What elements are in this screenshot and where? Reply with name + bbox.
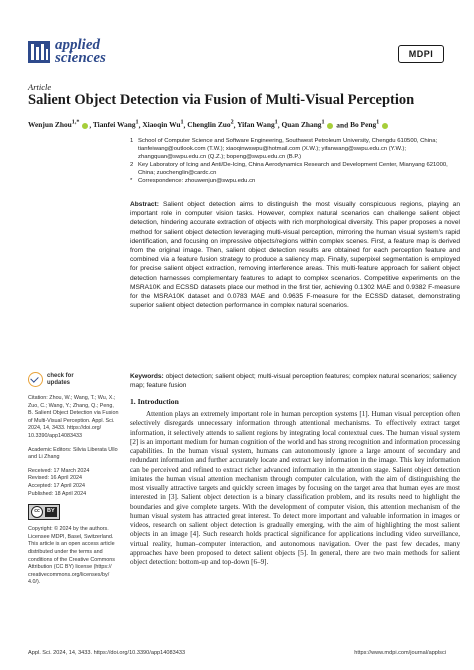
author[interactable]: Yifan Wang$^1$	[237, 120, 278, 130]
check-for-updates-button[interactable]: check for updates	[28, 372, 120, 387]
author[interactable]: Tianfei Wang$^1$	[92, 120, 139, 130]
journal-logo-icon	[28, 41, 50, 63]
article-title: Salient Object Detection via Fusion of Multi-Visual Perception	[28, 92, 415, 108]
article-type: Article	[28, 82, 52, 92]
dates	[28, 468, 120, 498]
keywords-label: Keywords:	[130, 373, 164, 380]
academic-editors: Academic Editors: Silvia Liberata Ullo and Li Zhang	[28, 446, 118, 461]
sidebar	[28, 372, 120, 593]
journal-logo[interactable]	[28, 39, 106, 65]
page-footer	[28, 650, 446, 656]
abstract-label: Abstract:	[130, 201, 159, 208]
orcid-icon[interactable]	[382, 123, 388, 129]
affiliation: 1 School of Computer Science and Software Engineering, Southwest Petroleum University, Chengdu 610500, China; tianfeiwang@outlook.com (T.W.); xiaoqinwswpu@hotmail.com (X.W.); yifanwang@swpu.edu.cn (Y.W.); zhangquan@swpu.edu.cn (Q.Z.); bopeng@swpu.edu.cn (B.P.)	[130, 138, 438, 160]
journal-name-line1: applied	[55, 37, 100, 53]
citation: Citation: Zhou, W.; Wang, T.; Wu, X.; Zuo, C.; Wang, Y.; Zhang, Q.; Peng, B. Salient Object Detection via Fusion of Multi-Visual Perception. Appl. Sci. 2024, 14, 3433. https://doi.org/ 10.3390/app14083433	[28, 395, 119, 439]
keywords-text: object detection; salient object; multi-visual perception features; complex natural scenarios; saliency map; feature fusion	[130, 373, 457, 390]
abstract-text: Salient object detection aims to distinguish the most visually conspicuous regions, playing an important role in computer vision tasks. However, complex natural scenarios can challenge salient object detection, hindering accurate extraction of objects with rich morphological diversity. This paper proposes a novel method for salient object detection leveraging multi-visual perception, mirroring the human visual system's rapid identification, and focusing on impressive objects/regions within complex scenes. First, a feature map is derived from the original image. Then, salient object detection results are obtained for each perception feature and combined via a feature fusion strategy to produce a saliency map. Finally, superpixel segmentation is employed for precise salient object extraction, removing interference areas. This multi-feature approach for salient object detection harnesses complementary features to adapt to complex scenarios. Competitive experiments on the MSRA10K and ECSSD datasets place our method in the first tier, achieving 0.1302 MAE and 0.9382 F-measure for the MSRA10K dataset and 0.0783 MAE and 0.9635 F-measure for the ECSSD dataset, demonstrating superior salient object detection performance in complex natural scenarios.	[130, 201, 460, 310]
published-date: Published: 18 April 2024	[28, 490, 87, 497]
cc-icon: cc	[31, 506, 43, 518]
accepted-date: Accepted: 17 April 2024	[28, 482, 85, 489]
orcid-icon[interactable]	[82, 123, 88, 129]
footer-journal-link[interactable]: https://www.mdpi.com/journal/applsci	[354, 650, 446, 656]
copyright: Copyright: © 2024 by the authors. Licensee MDPI, Basel, Switzerland. This article is an open access article distributed under the terms and conditions of the Creative Commons Attribution (CC BY) license (https:// creativecommons.org/licenses/by/ 4.0/).	[28, 526, 115, 586]
affiliations	[130, 137, 460, 185]
orcid-icon[interactable]	[327, 123, 333, 129]
author[interactable]: Xiaoqin Wu$^1$	[142, 120, 184, 130]
author[interactable]: Bo Peng$^1$	[350, 120, 380, 130]
abstract	[130, 200, 460, 310]
journal-name-line2: sciences	[55, 50, 106, 66]
author-list: Wenjun Zhou$^{1,*}$ , Tianfei Wang$^1$, Xiaoqin Wu$^1$, Chenglin Zuo$^2$, Yifan Wang$^1$, Quan Zhang$^1$ and Bo Peng$^1$	[28, 118, 458, 130]
received-date: Received: 17 March 2024	[28, 467, 90, 474]
introduction-text: Attention plays an extremely important role in human perception systems [1]. Human visual perception often selectively disregards unnecessary information through attentional mechanisms. To effectively extract target information, it selectively attends to salient regions by integrating local contextual cues. The human visual system [2] is an important medium for human cognition of the world and has strong recognition and information processing capabilities. In the human visual system, humans can autonomously ignore a large amount of secondary and redundant information and further accurately locate and extract key information in the image. This key information can be perceived and refined to extract richer advanced information in the attention stage. Salient object detection imitates the human visual attention mechanism through computer calculation, with the aim of distinguishing the most visually attractive targets and quickly screen images by focusing on the target area that human eyes are most interested in [3]. Salient object detection is a binary classification problem, and its results need to highlight the boundaries and give complete targets. With the development of computer vision, this attention mechanism of the human visual system has attracted great interest. To detect more important and valuable information in images or videos, research on salient object detection is gradually emerging, with the aim of highlighting the most salient objects in an image [4]. Such research holds practical significance for applications including video surveillance, virtual reality, human–computer interaction, and autonomous navigation. Over the past few decades, many approaches have been proposed to detect salient objects [5]. In general, there are two main methods for salient object detection: bottom-up and top-down [6–9].	[130, 410, 460, 566]
correspondence: * Correspondence: zhouwenjun@swpu.edu.cn	[130, 178, 256, 184]
footer-citation[interactable]: Appl. Sci. 2024, 14, 3433. https://doi.org/10.3390/app14083433	[28, 650, 186, 656]
author[interactable]: Quan Zhang$^1$	[281, 120, 325, 130]
check-updates-icon	[28, 372, 43, 387]
revised-date: Revised: 16 April 2024	[28, 475, 82, 482]
cc-license-badge[interactable]	[28, 504, 120, 520]
by-icon: BY	[45, 507, 57, 517]
author[interactable]: Chenglin Zuo$^2$	[187, 120, 234, 130]
section-heading: 1. Introduction	[130, 397, 179, 406]
author[interactable]: Wenjun Zhou$^{1,*}$	[28, 120, 80, 130]
publisher-logo[interactable]: MDPI	[398, 45, 444, 63]
journal-name	[55, 39, 106, 65]
affiliation: 2 Key Laboratory of Icing and Anti/De-Icing, China Aerodynamics Research and Development Center, Mianyang 621000, China; zuochenglin@cardc.cn	[130, 162, 448, 176]
keywords	[130, 372, 460, 390]
